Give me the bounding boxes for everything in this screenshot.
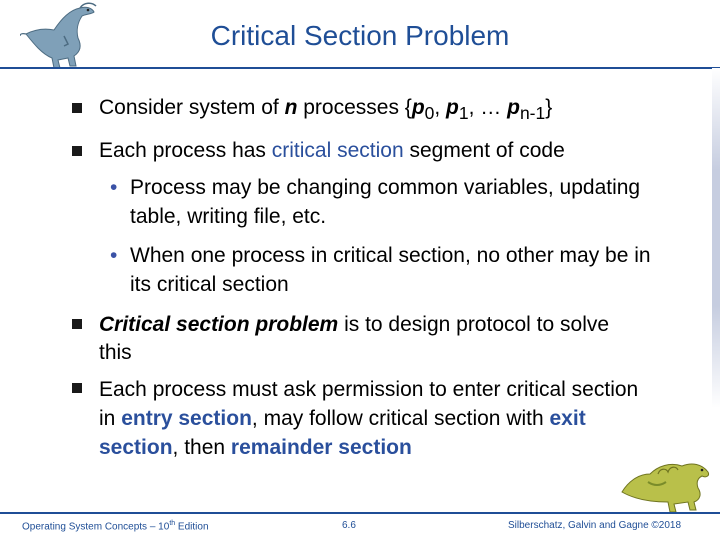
square-bullet-icon bbox=[72, 146, 82, 156]
footer-course-sup: th bbox=[169, 520, 176, 527]
footer-course bbox=[22, 520, 209, 532]
bullet-text-part: Critical section problem bbox=[99, 313, 339, 336]
footer-divider bbox=[0, 512, 720, 514]
footer-copyright: Silberschatz, Galvin and Gagne ©2018 bbox=[508, 520, 682, 531]
bullet-text-part: is to design protocol to solve this bbox=[99, 313, 610, 364]
bullet-item bbox=[72, 311, 672, 367]
sub-bullet-item bbox=[110, 173, 670, 231]
bullet-text-part: Each process has bbox=[99, 139, 272, 162]
square-bullet-icon bbox=[72, 319, 82, 329]
bullet-text-part: } bbox=[545, 96, 553, 119]
bullet-text-part: processes { bbox=[297, 96, 412, 119]
bullet-text bbox=[99, 311, 629, 367]
dinosaur-icon bbox=[618, 452, 714, 514]
bullet-item bbox=[72, 138, 672, 164]
bullet-item bbox=[72, 95, 672, 126]
bullet-item bbox=[72, 375, 672, 462]
bullet-subscript: 1 bbox=[458, 103, 469, 124]
bullet-text-part: , then bbox=[172, 436, 231, 459]
page-title: Critical Section Problem bbox=[210, 20, 510, 51]
dot-bullet-icon: • bbox=[110, 244, 118, 267]
bullet-text-part: segment of code bbox=[403, 139, 565, 162]
bullet-text-part: , … bbox=[468, 96, 508, 119]
bullet-text-part: , may follow critical section with bbox=[251, 407, 550, 430]
footer-course-suffix: Edition bbox=[175, 521, 209, 533]
keyword-text: entry section bbox=[121, 407, 252, 430]
bullet-text-part: p bbox=[507, 96, 520, 119]
square-bullet-icon bbox=[72, 383, 82, 393]
keyword-text: remainder section bbox=[230, 436, 412, 459]
bullet-text-part: p bbox=[411, 96, 425, 119]
bullet-text: Process may be changing common variables, updating table, writing file, etc. bbox=[130, 176, 641, 228]
bullet-text-part: Consider system of bbox=[99, 96, 285, 119]
bullet-text-part: n bbox=[284, 96, 298, 119]
bullet-subscript: 0 bbox=[424, 103, 435, 124]
side-accent-bar bbox=[712, 68, 720, 408]
bullet-text-part: , bbox=[434, 96, 447, 119]
page-number: 6.6 bbox=[342, 520, 356, 531]
bullet-text: When one process in critical section, no other may be in its critical section bbox=[130, 244, 651, 296]
sub-bullet-item bbox=[110, 241, 670, 299]
bullet-text-part: p bbox=[446, 96, 459, 119]
bullet-text bbox=[99, 138, 672, 164]
footer-course-text: Operating System Concepts – 10 bbox=[22, 521, 170, 533]
dot-bullet-icon: • bbox=[110, 176, 118, 199]
square-bullet-icon bbox=[72, 103, 82, 113]
bullet-text-part: Each process must ask permission to enter critical section in bbox=[99, 378, 639, 430]
bullet-text bbox=[99, 95, 672, 126]
bullet-text bbox=[99, 375, 649, 462]
bullet-subscript: n-1 bbox=[519, 103, 546, 124]
keyword-text: critical section bbox=[271, 139, 404, 162]
keyword-text: exit section bbox=[99, 407, 586, 459]
title-divider bbox=[0, 67, 720, 69]
